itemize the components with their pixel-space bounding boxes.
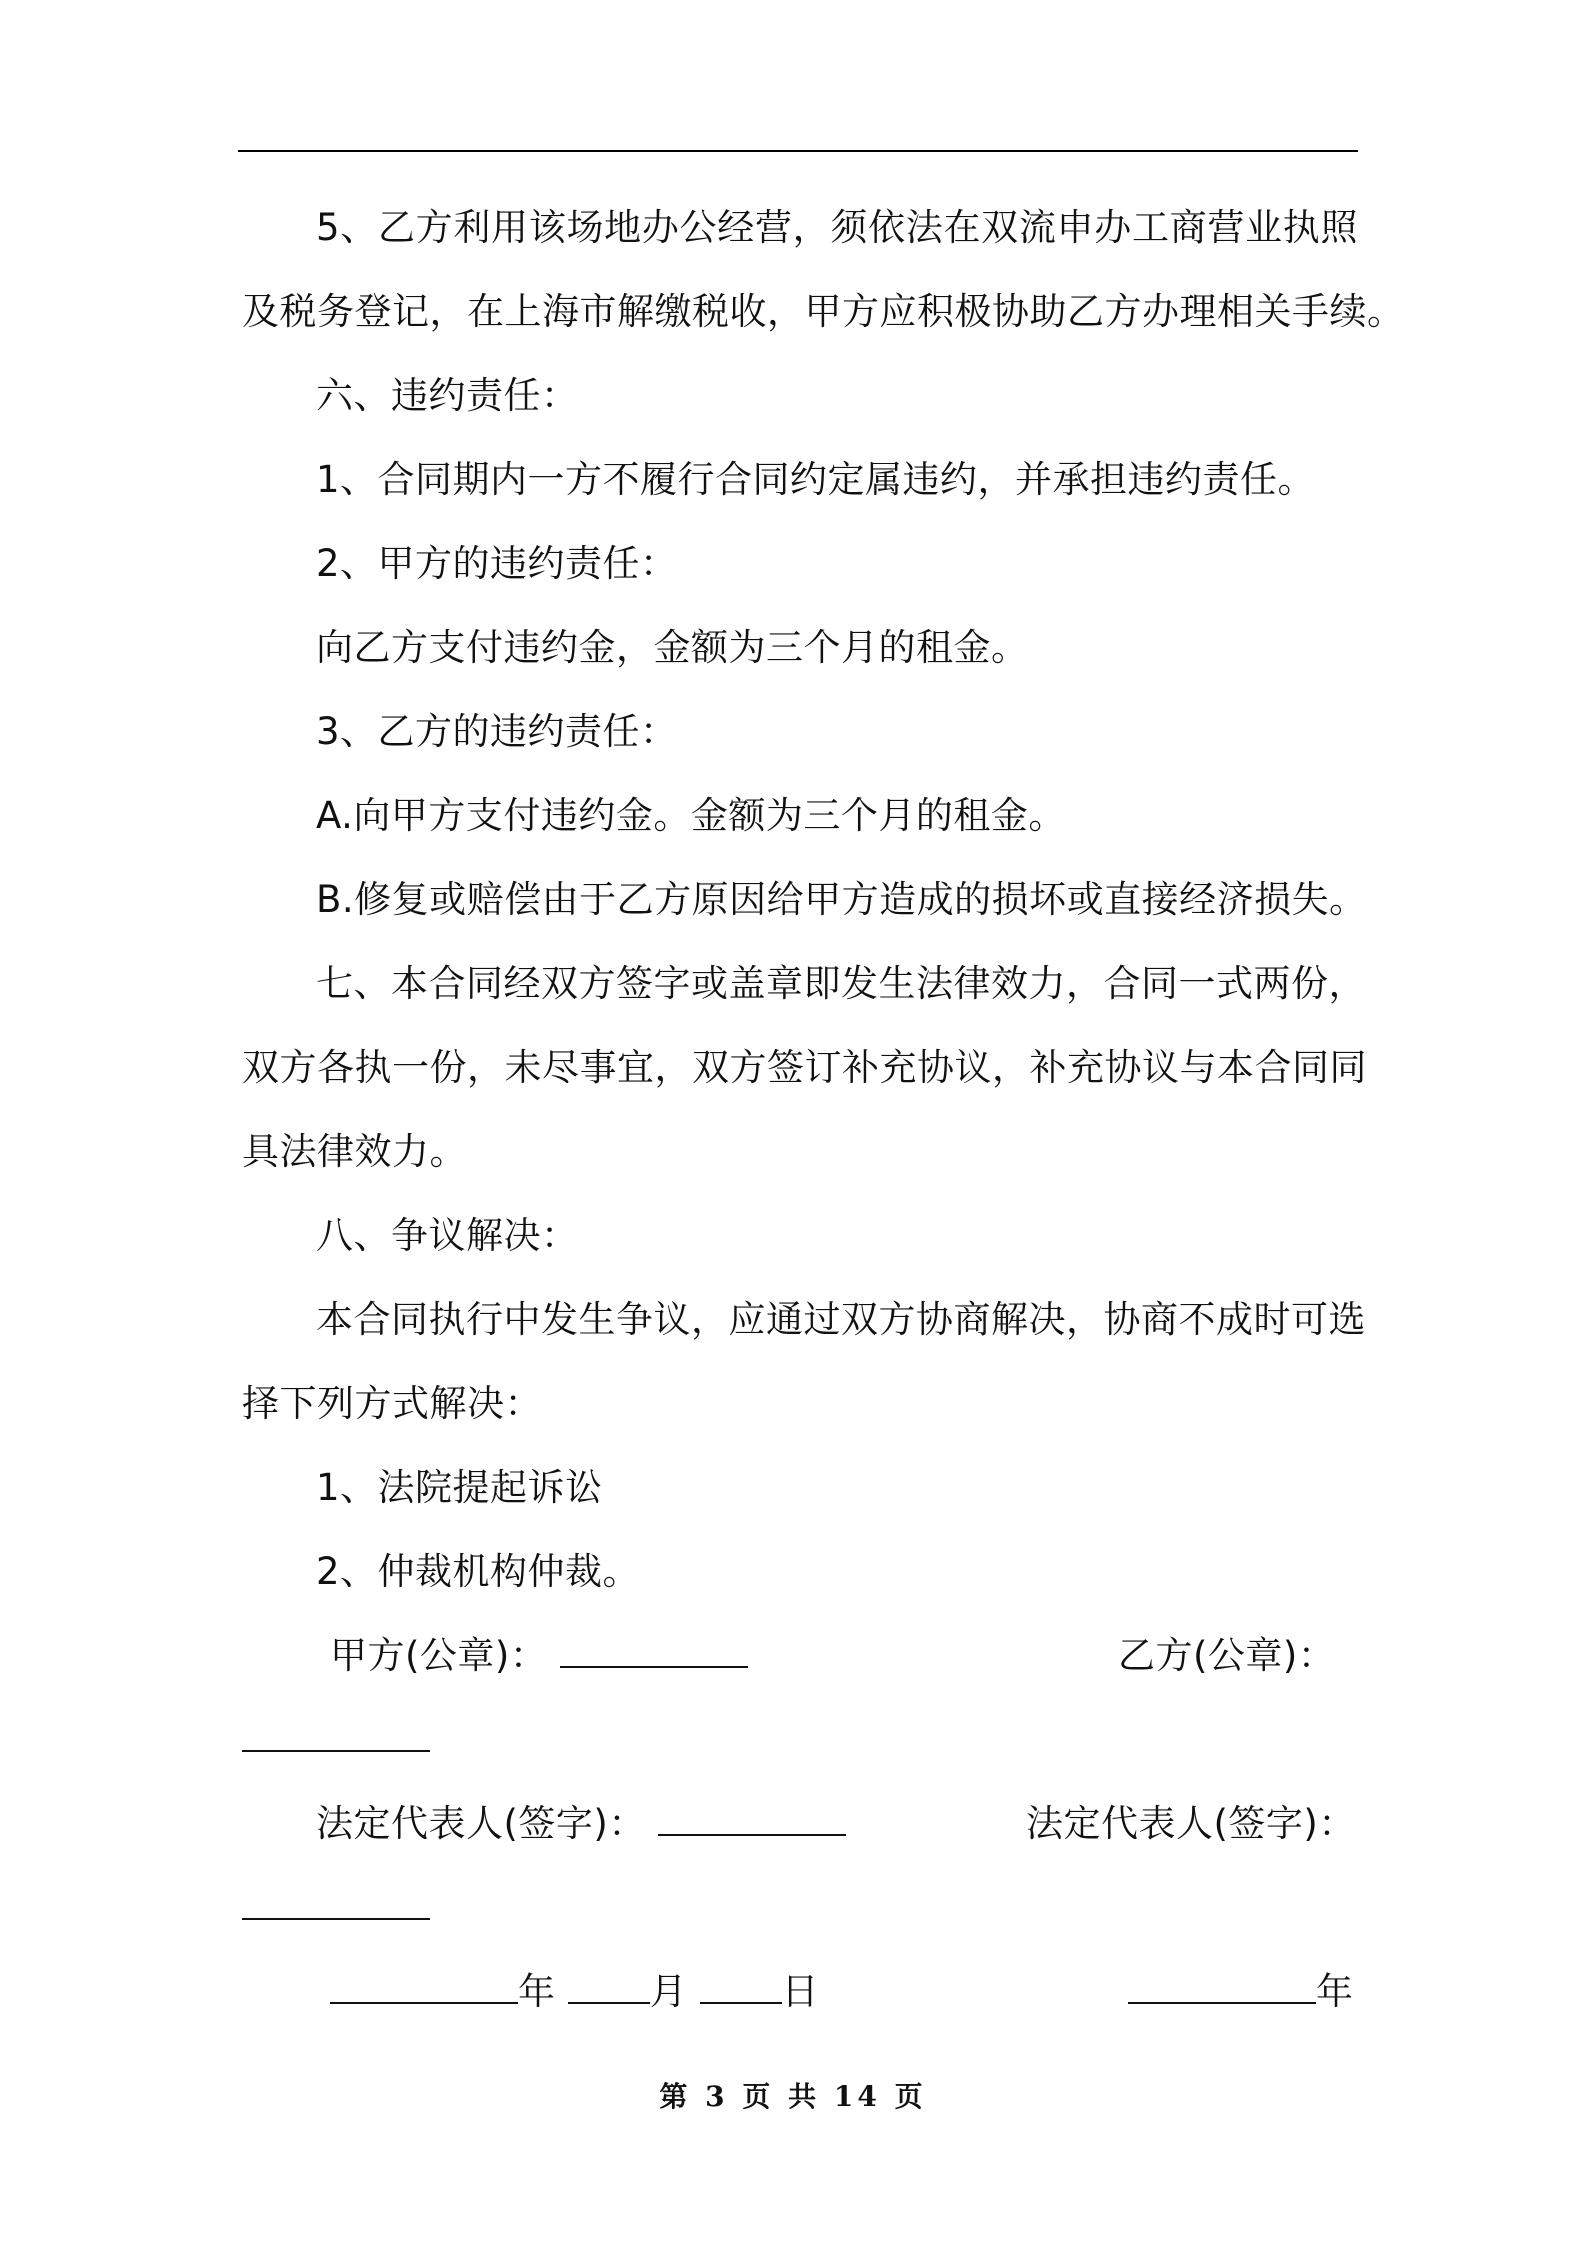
party-b-seal-label: 乙方(公章)： [1118, 1634, 1336, 1677]
party-a-date-row [330, 1970, 819, 2014]
paragraph-line: 及税务登记，在上海市解缴税收，甲方应积极协助乙方办理相关手续。 [242, 290, 1405, 333]
paragraph-line: 本合同执行中发生争议，应通过双方协商解决，协商不成时可选 [316, 1298, 1366, 1341]
header-rule [238, 150, 1358, 152]
paragraph-line: 5、乙方利用该场地办公经营，须依法在双流申办工商营业执照 [316, 206, 1358, 249]
party-b-date-row [1128, 1970, 1354, 2014]
page-number: 第 3 页 共 14 页 [659, 2080, 927, 2113]
party-b-rep-row [1026, 1802, 1356, 1846]
party-a-year-blank [330, 1972, 518, 2004]
paragraph-line: A.向甲方支付违约金。金额为三个月的租金。 [316, 794, 1066, 837]
party-b-seal-blank-row [242, 1718, 430, 1762]
party-b-rep-label: 法定代表人(签字)： [1026, 1802, 1356, 1845]
day-label: 日 [781, 1970, 820, 2013]
party-b-year-blank [1128, 1972, 1316, 2004]
party-a-day-blank [700, 1972, 782, 2004]
party-a-rep-label: 法定代表人(签字)： [316, 1802, 646, 1845]
party-a-seal-blank [560, 1636, 748, 1668]
month-label: 月 [649, 1970, 688, 2013]
party-a-rep-blank [658, 1804, 846, 1836]
year-label: 年 [1316, 1970, 1354, 2013]
paragraph-line: 向乙方支付违约金，金额为三个月的租金。 [316, 626, 1029, 669]
paragraph-line: 3、乙方的违约责任： [316, 710, 678, 753]
party-a-rep-row [316, 1802, 846, 1846]
party-b-seal-blank [242, 1720, 430, 1752]
party-b-seal-row [1118, 1634, 1335, 1678]
party-a-seal-row [330, 1634, 748, 1678]
paragraph-line: 具法律效力。 [242, 1130, 467, 1173]
party-b-rep-blank [242, 1888, 430, 1920]
paragraph-line: 2、仲裁机构仲裁。 [316, 1550, 641, 1593]
section-heading: 六、违约责任： [316, 374, 579, 417]
party-b-rep-blank-row [242, 1886, 430, 1930]
paragraph-line: 双方各执一份，未尽事宜，双方签订补充协议，补充协议与本合同同 [242, 1046, 1367, 1089]
section-heading: 八、争议解决： [316, 1214, 579, 1257]
paragraph-line: 1、合同期内一方不履行合同约定属违约，并承担违约责任。 [316, 458, 1316, 501]
year-label: 年 [518, 1970, 556, 2013]
paragraph-line: 1、法院提起诉讼 [316, 1466, 603, 1509]
paragraph-line: 择下列方式解决： [242, 1382, 542, 1425]
party-a-month-blank [568, 1972, 650, 2004]
paragraph-line: 七、本合同经双方签字或盖章即发生法律效力，合同一式两份， [316, 962, 1366, 1005]
party-a-seal-label: 甲方(公章)： [330, 1634, 548, 1677]
paragraph-line: B.修复或赔偿由于乙方原因给甲方造成的损坏或直接经济损失。 [316, 878, 1367, 921]
paragraph-line: 2、甲方的违约责任： [316, 542, 678, 585]
